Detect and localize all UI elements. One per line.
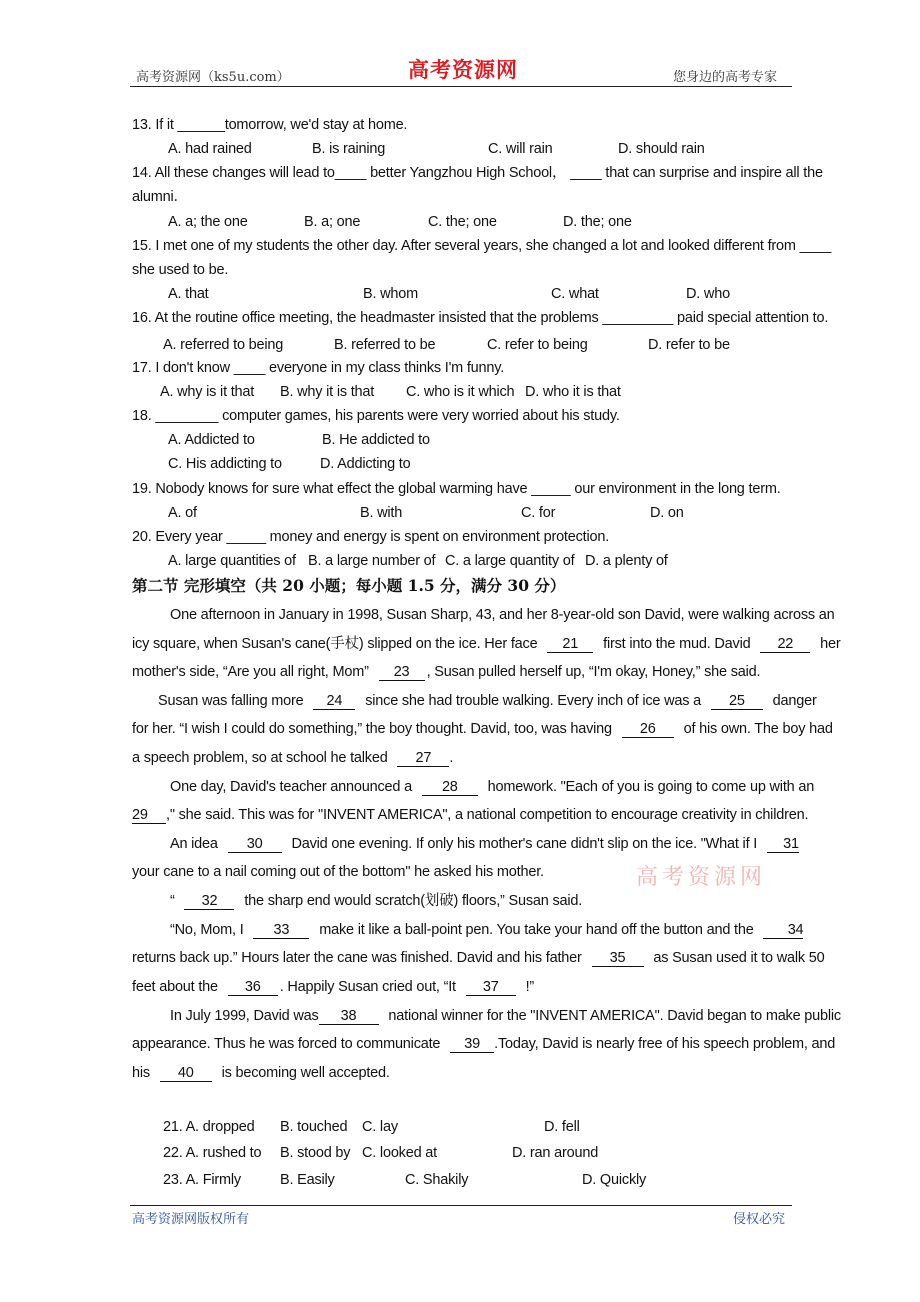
q19-option-d: D. on bbox=[650, 505, 684, 521]
passage-line-4 bbox=[158, 691, 817, 711]
blank-24: 24 bbox=[313, 693, 355, 710]
blank-35: 35 bbox=[592, 950, 644, 967]
passage-text: . bbox=[449, 750, 454, 766]
q17-option-a: A. why is it that bbox=[160, 384, 255, 400]
passage-text: feet about the bbox=[132, 979, 218, 995]
passage-text: !” bbox=[525, 979, 535, 995]
q22-option-c: C. looked at bbox=[362, 1145, 437, 1161]
header-logo: 高考资源网 bbox=[408, 57, 518, 82]
question-17-stem: 17. I don't know ____ everyone in my class thinks I'm funny. bbox=[132, 360, 505, 376]
passage-text: since she had trouble walking. Every inch of ice was a bbox=[365, 693, 701, 709]
passage-line-6 bbox=[132, 748, 453, 768]
blank-39: 39 bbox=[450, 1036, 494, 1053]
passage-text: the sharp end would scratch(划破) floors,” Susan said. bbox=[244, 893, 583, 909]
passage-line-17 bbox=[132, 1063, 390, 1083]
q20-option-c: C. a large quantity of bbox=[445, 553, 575, 569]
q17-option-b: B. why it is that bbox=[280, 384, 375, 400]
question-20-stem: 20. Every year _____ money and energy is spent on environment protection. bbox=[132, 529, 610, 545]
q15-option-a: A. that bbox=[168, 286, 209, 302]
q17-option-c: C. who is it which bbox=[406, 384, 515, 400]
passage-text: of his own. The boy had bbox=[683, 721, 833, 737]
q21-option-b: B. touched bbox=[280, 1119, 348, 1135]
q17-option-d: D. who it is that bbox=[525, 384, 621, 400]
passage-text: danger bbox=[772, 693, 817, 709]
q20-option-a: A. large quantities of bbox=[168, 553, 296, 569]
passage-text: “ bbox=[170, 893, 175, 909]
passage-text: her bbox=[820, 636, 841, 652]
passage-line-3 bbox=[132, 662, 760, 682]
passage-line-5 bbox=[132, 719, 833, 739]
passage-text: In July 1999, David was bbox=[170, 1008, 319, 1024]
blank-31: 31 bbox=[767, 836, 799, 853]
passage-line-14 bbox=[132, 977, 534, 997]
passage-line-13 bbox=[132, 948, 824, 968]
watermark: 高考资源网 bbox=[636, 865, 767, 890]
passage-text: homework. "Each of you is going to come up with an bbox=[487, 779, 815, 795]
q21-option-d: D. fell bbox=[544, 1119, 580, 1135]
question-14-stem-cont: alumni． bbox=[132, 189, 188, 205]
blank-25: 25 bbox=[711, 693, 763, 710]
q19-option-c: C. for bbox=[521, 505, 556, 521]
passage-line-1: One afternoon in January in 1998, Susan Sharp, 43, and her 8-year-old son David, were walking across an bbox=[170, 607, 835, 623]
passage-text: a speech problem, so at school he talked bbox=[132, 750, 388, 766]
q18-option-c: C. His addicting to bbox=[168, 456, 282, 472]
passage-text: . Happily Susan cried out, “It bbox=[279, 979, 456, 995]
q19-option-a: A. of bbox=[168, 505, 197, 521]
passage-line-7 bbox=[170, 777, 814, 797]
q16-option-b: B. referred to be bbox=[334, 337, 436, 353]
q13-option-a: A. had rained bbox=[168, 141, 252, 157]
question-15-stem-cont: she used to be. bbox=[132, 262, 229, 278]
blank-34: 34 bbox=[763, 922, 803, 939]
q18-option-a: A. Addicted to bbox=[168, 432, 255, 448]
question-14-stem: 14. All these changes will lead to____ better Yangzhou High School， ____ that can surprise and inspire all the bbox=[132, 165, 823, 181]
blank-27: 27 bbox=[397, 750, 449, 767]
q19-option-b: B. with bbox=[360, 505, 403, 521]
q18-option-d: D. Addicting to bbox=[320, 456, 411, 472]
passage-text: first into the mud. David bbox=[603, 636, 751, 652]
passage-line-12 bbox=[170, 920, 803, 940]
q13-option-b: B. is raining bbox=[312, 141, 386, 157]
q15-option-d: D. who bbox=[686, 286, 730, 302]
q16-option-c: C. refer to being bbox=[487, 337, 588, 353]
question-15-stem: 15. I met one of my students the other day. After several years, she changed a lot and looked different from ____ bbox=[132, 238, 832, 254]
blank-26: 26 bbox=[622, 721, 674, 738]
blank-23: 23 bbox=[379, 664, 425, 681]
footer-notice: 侵权必究 bbox=[733, 1212, 786, 1227]
footer-copyright: 高考资源网版权所有 bbox=[132, 1212, 250, 1227]
blank-36: 36 bbox=[228, 979, 278, 996]
passage-line-11 bbox=[170, 891, 582, 911]
passage-text: One day, David's teacher announced a bbox=[170, 779, 412, 795]
q22-option-a: 22. A. rushed to bbox=[163, 1145, 262, 1161]
q18-option-b: B. He addicted to bbox=[322, 432, 430, 448]
blank-37: 37 bbox=[466, 979, 516, 996]
passage-text: , Susan pulled herself up, “I'm okay, Honey,” she said. bbox=[426, 664, 761, 680]
blank-22: 22 bbox=[760, 636, 810, 653]
passage-text: his bbox=[132, 1065, 150, 1081]
q14-option-a: A. a; the one bbox=[168, 214, 248, 230]
q22-option-b: B. stood by bbox=[280, 1145, 351, 1161]
q13-option-c: C. will rain bbox=[488, 141, 553, 157]
q14-option-c: C. the; one bbox=[428, 214, 497, 230]
q23-option-a: 23. A. Firmly bbox=[163, 1172, 241, 1188]
passage-text: as Susan used it to walk 50 bbox=[653, 950, 825, 966]
q23-option-b: B. Easily bbox=[280, 1172, 335, 1188]
header-slogan: 您身边的高考专家 bbox=[673, 70, 778, 85]
passage-text: mother's side, “Are you all right, Mom” bbox=[132, 664, 369, 680]
q20-option-b: B. a large number of bbox=[308, 553, 436, 569]
section-2-title: 第二节 完形填空（共 20 小题；每小题 1.5 分，满分 30 分） bbox=[132, 576, 566, 595]
q15-option-c: C. what bbox=[551, 286, 599, 302]
header-divider bbox=[130, 86, 792, 87]
question-16-stem: 16. At the routine office meeting, the headmaster insisted that the problems _________ paid special attention to. bbox=[132, 310, 829, 326]
q16-option-d: D. refer to be bbox=[648, 337, 730, 353]
question-18-stem: 18. ________ computer games, his parents were very worried about his study. bbox=[132, 408, 620, 424]
passage-text: Susan was falling more bbox=[158, 693, 304, 709]
blank-30: 30 bbox=[228, 836, 282, 853]
q14-option-b: B. a; one bbox=[304, 214, 361, 230]
blank-38: 38 bbox=[319, 1008, 379, 1025]
passage-text: An idea bbox=[170, 836, 218, 852]
q23-option-d: D. Quickly bbox=[582, 1172, 647, 1188]
q15-option-b: B. whom bbox=[363, 286, 419, 302]
passage-text: returns back up.” Hours later the cane was finished. David and his father bbox=[132, 950, 582, 966]
blank-33: 33 bbox=[253, 922, 309, 939]
passage-text: .Today, David is nearly free of his speech problem, and bbox=[494, 1036, 836, 1052]
passage-text: “No, Mom, I bbox=[170, 922, 244, 938]
q21-option-c: C. lay bbox=[362, 1119, 398, 1135]
passage-text: is becoming well accepted. bbox=[221, 1065, 390, 1081]
passage-text: make it like a ball-point pen. You take your hand off the button and the bbox=[319, 922, 754, 938]
q20-option-d: D. a plenty of bbox=[585, 553, 668, 569]
passage-line-2 bbox=[132, 634, 841, 654]
blank-21: 21 bbox=[547, 636, 593, 653]
passage-text: icy square, when Susan's cane(手杖) slipped on the ice. Her face bbox=[132, 636, 538, 652]
header-site-name: 高考资源网（ks5u.com） bbox=[136, 70, 290, 85]
passage-text: ," she said. This was for "INVENT AMERICA", a national competition to encourage creativity in children. bbox=[166, 807, 809, 823]
passage-line-15 bbox=[170, 1006, 841, 1026]
passage-line-16 bbox=[132, 1034, 835, 1054]
q22-option-d: D. ran around bbox=[512, 1145, 599, 1161]
footer-divider bbox=[130, 1205, 792, 1206]
passage-text: national winner for the "INVENT AMERICA". David began to make public bbox=[388, 1008, 841, 1024]
passage-line-8 bbox=[132, 805, 808, 825]
blank-40: 40 bbox=[160, 1065, 212, 1082]
passage-text: David one evening. If only his mother's cane didn't slip on the ice. "What if I bbox=[291, 836, 758, 852]
q23-option-c: C. Shakily bbox=[405, 1172, 469, 1188]
question-19-stem: 19. Nobody knows for sure what effect the global warming have _____ our environment in the long term. bbox=[132, 481, 781, 497]
passage-text: for her. “I wish I could do something,” the boy thought. David, too, was having bbox=[132, 721, 612, 737]
question-13-stem: 13. If it ______tomorrow, we'd stay at home. bbox=[132, 117, 408, 133]
q13-option-d: D. should rain bbox=[618, 141, 705, 157]
passage-line-9 bbox=[170, 834, 799, 854]
blank-29: 29 bbox=[132, 807, 166, 824]
passage-text: appearance. Thus he was forced to communicate bbox=[132, 1036, 441, 1052]
q14-option-d: D. the; one bbox=[563, 214, 632, 230]
q16-option-a: A. referred to being bbox=[163, 337, 284, 353]
blank-32: 32 bbox=[184, 893, 234, 910]
blank-28: 28 bbox=[422, 779, 478, 796]
passage-line-10: your cane to a nail coming out of the bottom" he asked his mother. bbox=[132, 864, 544, 880]
q21-option-a: 21. A. dropped bbox=[163, 1119, 255, 1135]
